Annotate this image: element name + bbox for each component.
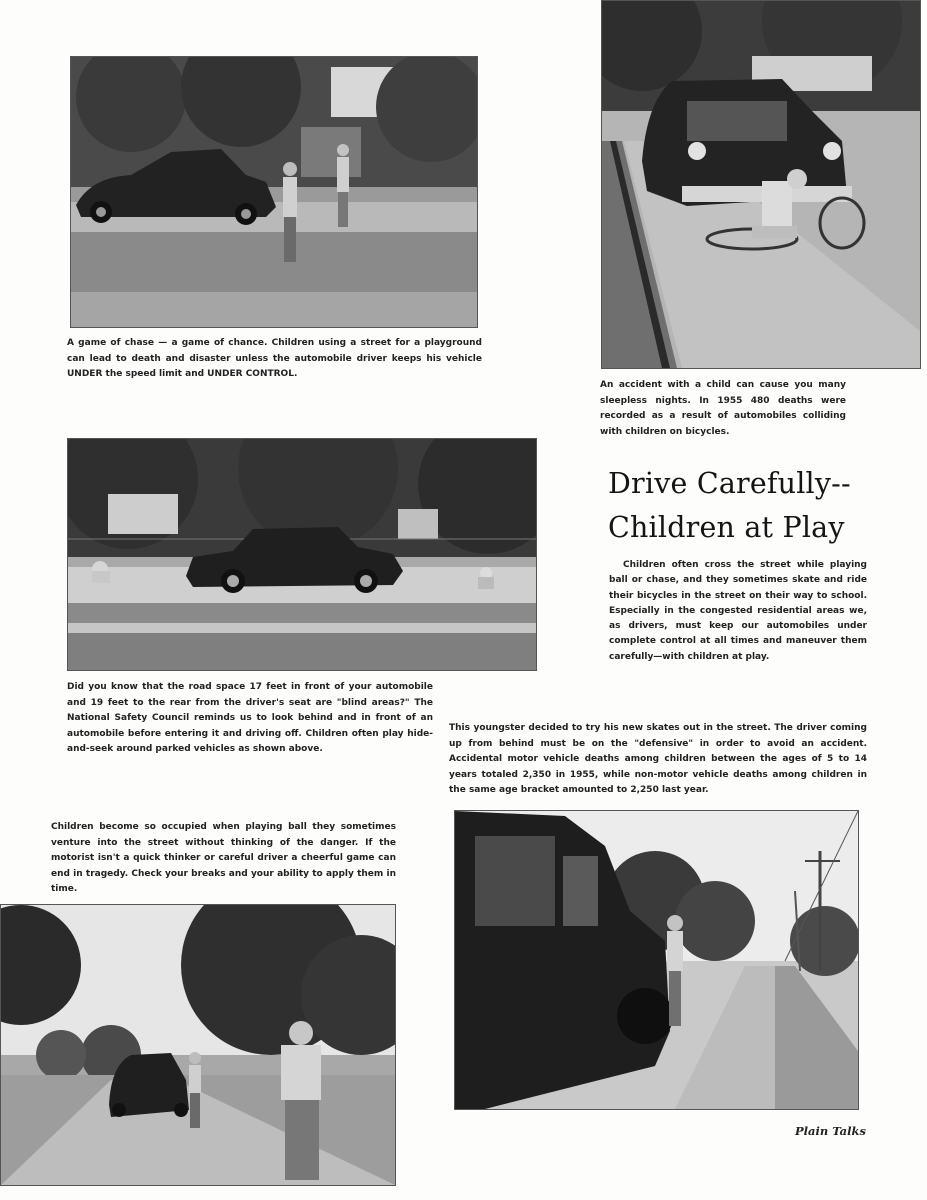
photo-children-chase [70, 56, 478, 328]
photo-skates [454, 810, 859, 1110]
photo-blind-areas [67, 438, 537, 671]
publication-name: Plain Talks [795, 1124, 866, 1138]
skates-scene [455, 811, 858, 1109]
intro-paragraph: Children often cross the street while playing ball or chase, and they sometimes skate and ride their bicycles in the street on their way to school. Especially in the congested residential areas we, as drivers, must keep our automobiles under complete control at all times and maneuver them carefully—with children at play. [609, 560, 867, 662]
caption-bicycle: An accident with a child can cause you many sleepless nights. In 1955 480 deaths were recorded as a result of automobiles colliding with children on bicycles. [600, 380, 846, 437]
bicycle-scene [602, 1, 920, 368]
chase-scene [71, 57, 477, 327]
headline-line-1: Drive Carefully-- [608, 467, 851, 500]
caption-skates: This youngster decided to try his new skates out in the street. The driver coming up from behind must be on the "defensive" in order to avoid an accident. Accidental motor vehicle deaths among children between the ages of 5 to 14 years totaled 2,350 in 1955, while non-motor vehicle deaths among children in the same age bracket amounted to 2,250 last year. [449, 723, 867, 795]
caption-chase: A game of chase — a game of chance. Children using a street for a playground can lead to death and disaster unless the automobile driver keeps his vehicle UNDER the speed limit and UNDER CONTROL. [67, 338, 482, 379]
blind-areas-scene [68, 439, 536, 670]
photo-ball-street [0, 904, 396, 1186]
headline-line-2: Children at Play [608, 511, 845, 544]
article-headline [608, 462, 908, 550]
caption-blind-areas: Did you know that the road space 17 feet in front of your automobile and 19 feet to the rear from the driver's seat are "blind areas?" The National Safety Council reminds us to look behind and in front of an automobile before entering it and driving off. Children often play hide-and-seek around parked vehicles as shown above. [67, 682, 433, 754]
ball-street-scene [1, 905, 395, 1185]
caption-ball: Children become so occupied when playing ball they sometimes venture into the street without thinking of the danger. If the motorist isn't a quick thinker or careful driver a cheerful game can end in tragedy. Check your breaks and your ability to apply them in time. [51, 822, 396, 894]
photo-bicycle-accident [601, 0, 921, 369]
